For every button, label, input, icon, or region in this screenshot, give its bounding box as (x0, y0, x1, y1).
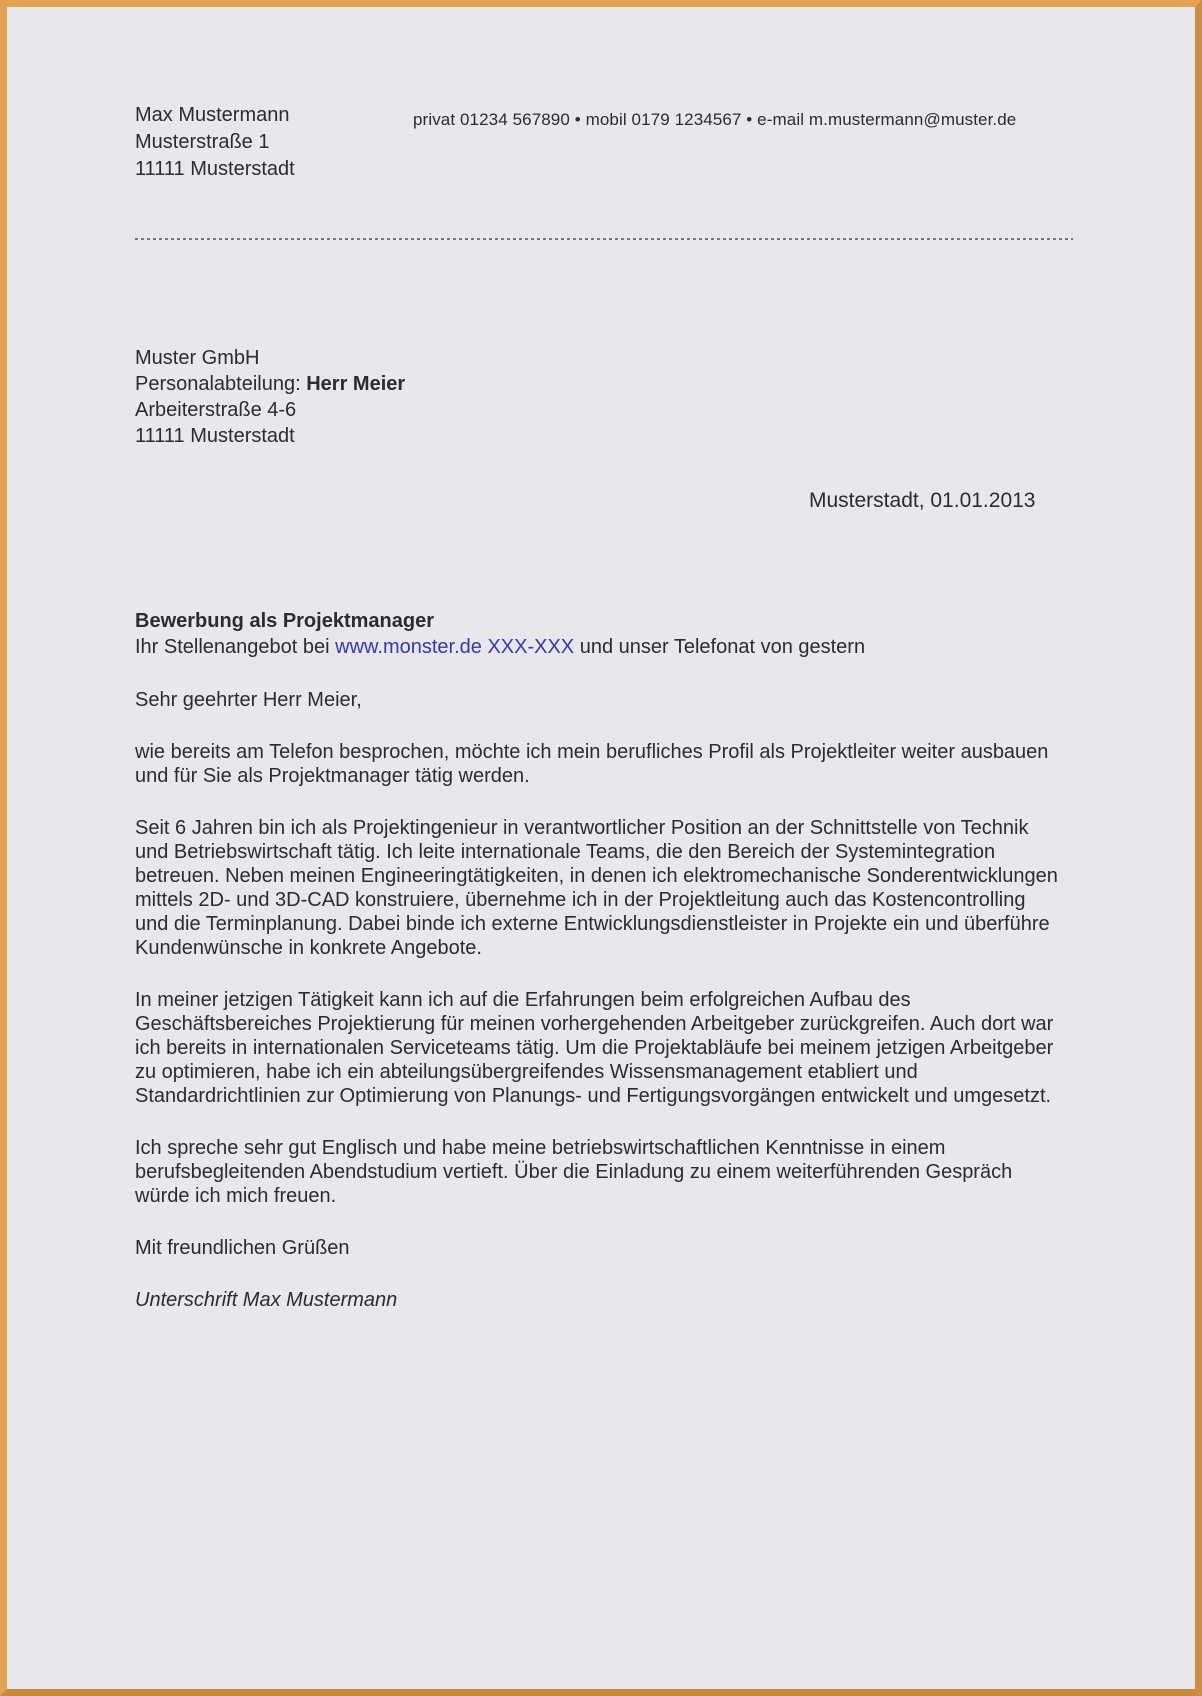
sender-name: Max Mustermann (135, 104, 290, 126)
signature-line: Unterschrift Max Mustermann (135, 1289, 398, 1311)
sender-contact-line: privat 01234 567890 • mobil 0179 1234567 • e-mail m.mustermann@muster.de (413, 110, 1017, 129)
paragraph-skills-invitation: Ich spreche sehr gut Englisch und habe meine betriebswirtschaftlichen Kenntnisse in einem berufsbegleitenden Abendstudium vertieft. Über die Einladung zu einem weiterführenden Gespräch würde ich mich freuen. (135, 1137, 1013, 1207)
letter-body (135, 688, 1062, 1340)
sender-street: Musterstraße 1 (135, 131, 270, 153)
subject-reference-suffix: und unser Telefonat von gestern (574, 636, 866, 658)
sender-address-block (135, 102, 295, 183)
sender-city: 11111 Musterstadt (135, 158, 295, 180)
subject-reference-prefix: Ihr Stellenangebot bei (135, 636, 336, 658)
date-line: Musterstadt, 01.01.2013 (809, 489, 1036, 512)
recipient-address-block (135, 345, 405, 449)
dashed-divider (135, 238, 1073, 240)
recipient-company: Muster GmbH (135, 347, 260, 369)
paragraph-intro: wie bereits am Telefon besprochen, möchte ich mein berufliches Profil als Projektleiter weiter ausbauen und für Sie als Projektmanager tätig werden. (135, 741, 1049, 787)
closing-phrase: Mit freundlichen Grüßen (135, 1237, 350, 1259)
recipient-city: 11111 Musterstadt (135, 425, 295, 447)
subject-block (135, 608, 865, 660)
recipient-department-line (135, 371, 405, 397)
recipient-street: Arbeiterstraße 4-6 (135, 399, 297, 421)
salutation: Sehr geehrter Herr Meier, (135, 689, 362, 711)
paragraph-experience: Seit 6 Jahren bin ich als Projektingenieur in verantwortlicher Position an der Schnittstelle von Technik und Betriebswirtschaft tätig. Ich leite internationale Teams, die den Bereich der Systemintegration betreuen. Neben meinen Engineeringtätigkeiten, in denen ich elektromechanische Sonderentwicklungen mittels 2D- und 3D-CAD konstruiere, übernehme ich in der Projektleitung auch das Kostencontrolling und die Terminplanung. Dabei binde ich externe Entwicklungsdienstleister in Projekte ein und überführe Kundenwünsche in konkrete Angebote. (135, 817, 1058, 959)
paragraph-achievements: In meiner jetzigen Tätigkeit kann ich auf die Erfahrungen beim erfolgreichen Aufbau des Geschäftsbereiches Projektierung für meinen vorhergehenden Arbeitgeber zurückgreifen. Auch dort war ich bereits in internationalen Serviceteams tätig. Um die Projektabläufe bei meinem jetzigen Arbeitgeber zu optimieren, habe ich ein abteilungsübergreifendes Wissensmanagement etabliert und Standardrichtlinien zur Optimierung von Planungs- und Fertigungsvorgängen entwickelt und umgesetzt. (135, 989, 1054, 1107)
job-posting-link[interactable]: www.monster.de XXX-XXX (335, 636, 575, 658)
subject-title: Bewerbung als Projektmanager (135, 610, 434, 632)
subject-reference-line (135, 634, 865, 660)
recipient-contact-person: Herr Meier (306, 373, 406, 395)
recipient-department-label: Personalabteilung: (135, 373, 307, 395)
